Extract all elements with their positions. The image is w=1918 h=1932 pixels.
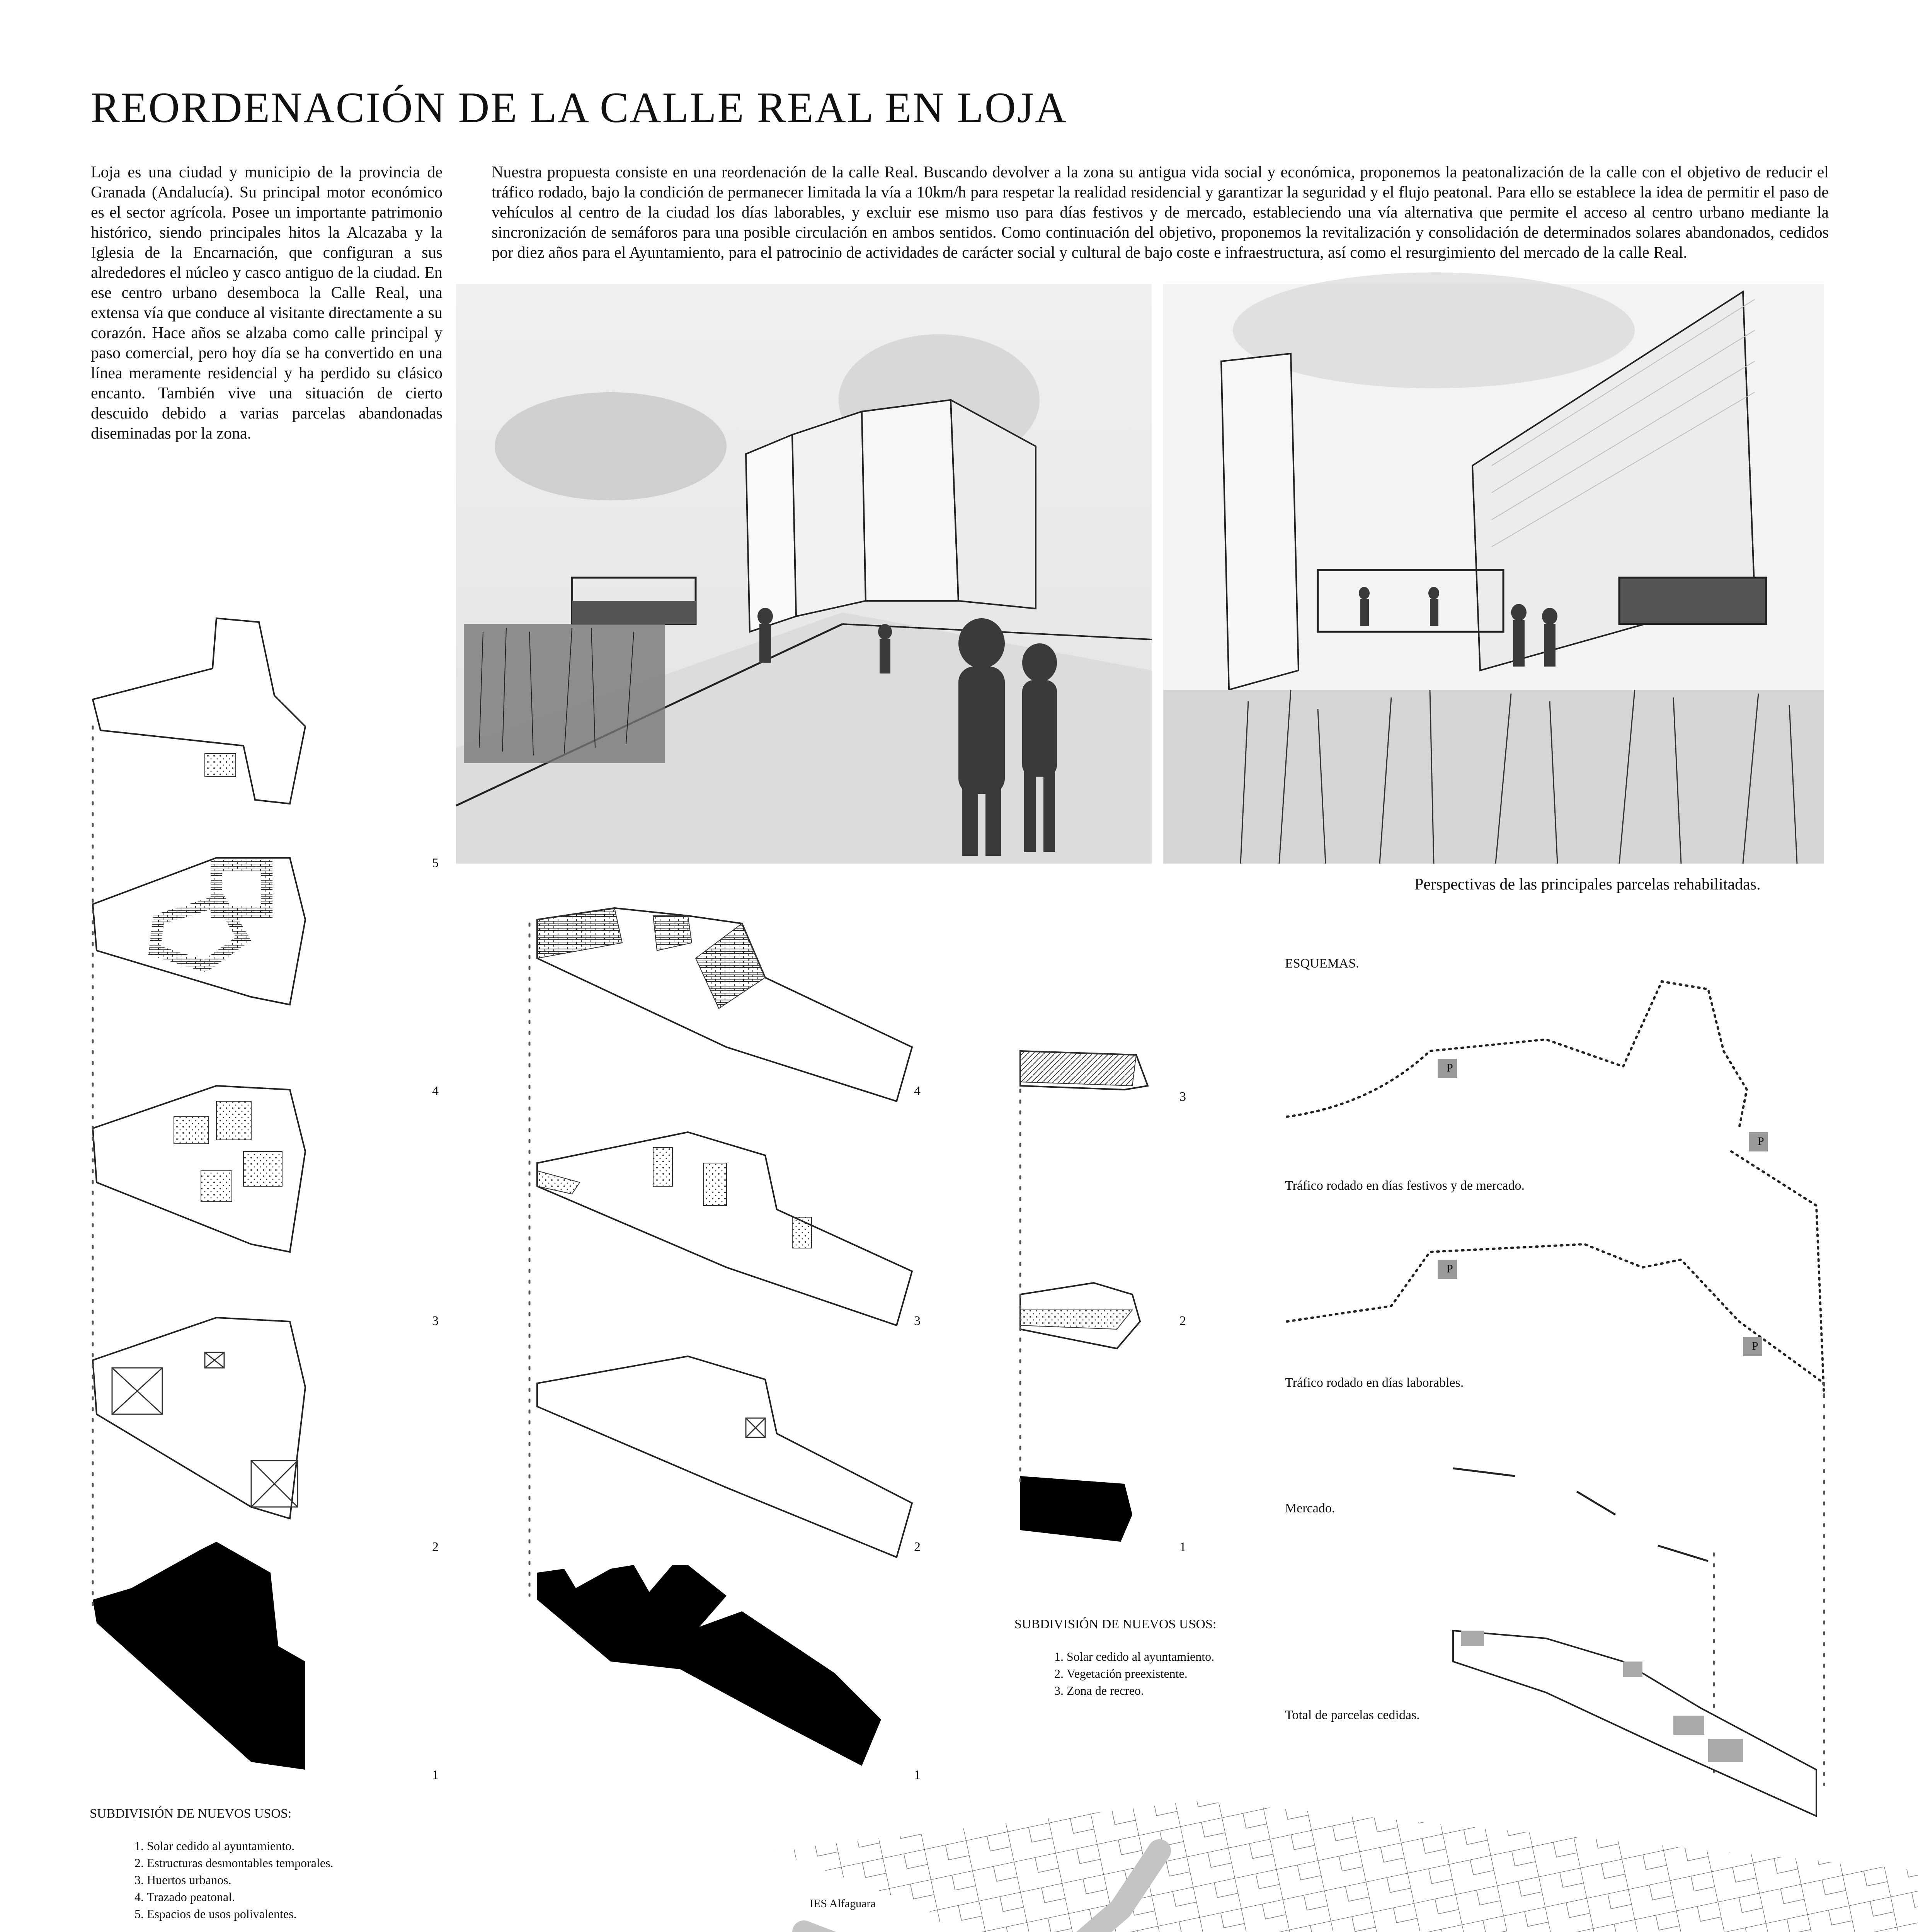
intro-right-text: Nuestra propuesta consiste en una reordenación de la calle Real. Buscando devolver a la zona su antigua vida social y económica, proponemos la peatonalización de la calle con el objetivo de reducir el tráfico rodado, bajo la condición de permanecer limitada la vía a 10km/h para respetar la realidad residencial y garantizar la seguridad y el flujo peatonal. Para ello se establece la idea de permitir el paso de vehículos al centro de la ciudad los días laborables, y excluir ese mismo uso para días festivos y de mercado, estableciendo una vía alternativa que permite el acceso al centro urbano mediante la sincronización de semáforos para una posible circulación en ambos sentidos. Como continuación del objetivo, proponemos la revitalización y consolidación de determinados solares abandonados, cedidos por diez años para el Ayuntamiento, para el patrocinio de actividades de carácter social y cultural de bajo coste e infraestructura, así como el resurgimiento del mercado de la calle Real. [492, 163, 1829, 262]
subdivision-small-list [1043, 1648, 1214, 1699]
subdivision-small-heading: SUBDIVISIÓN DE NUEVOS USOS: [1014, 1617, 1217, 1631]
diagram-b-number-1: 1 [914, 1768, 921, 1782]
esquema-parking-3: P [1447, 1262, 1453, 1275]
list-item: 1. Solar cedido al ayuntamiento. [1067, 1648, 1214, 1665]
esquema-caption-total: Total de parcelas cedidas. [1285, 1708, 1420, 1722]
diagram-a-number-3: 3 [432, 1314, 439, 1328]
esquema-caption-laborables: Tráfico rodado en días laborables. [1285, 1376, 1464, 1390]
map-label-ies: IES Alfaguara [810, 1897, 876, 1910]
esquemas-heading: ESQUEMAS. [1285, 956, 1359, 971]
esquema-parking-2: P [1758, 1135, 1764, 1148]
list-item: 5. Espacios de usos polivalentes. [147, 1905, 334, 1922]
esquema-traffic-diagrams [1275, 974, 1840, 1816]
esquema-parking-4: P [1752, 1340, 1758, 1352]
diagram-b-number-2: 2 [914, 1540, 921, 1554]
site-plan-map [0, 1793, 1918, 1932]
diagram-b-number-3: 3 [914, 1314, 921, 1328]
diagram-column-a [89, 618, 444, 1816]
diagram-c-number-1: 1 [1179, 1540, 1186, 1554]
diagram-a-number-5: 5 [432, 856, 439, 870]
diagram-b-number-4: 4 [914, 1084, 921, 1098]
diagram-a-number-1: 1 [432, 1768, 439, 1782]
page-title: REORDENACIÓN DE LA CALLE REAL EN LOJA [91, 84, 1068, 132]
list-item: 3. Huertos urbanos. [147, 1871, 334, 1888]
esquema-caption-mercado: Mercado. [1285, 1501, 1335, 1515]
intro-left-text: Loja es una ciudad y municipio de la provincia de Granada (Andalucía). Su principal motor económico es el sector agrícola. Posee un importante patrimonio histórico, siendo principales hitos la Alcazaba y la Iglesia de la Encarnación, que configuran a sus alrededores el núcleo y casco antiguo de la ciudad. En ese centro urbano desemboca la Calle Real, una extensa vía que conduce al visitante directamente a su corazón. Hace años se alzaba como calle principal y paso comercial, pero hoy día se ha convertido en una línea meramente residencial y ha perdido su clásico encanto. También vive una situación de cierto descuido debido a varias parcelas abandonadas diseminadas por la zona. [91, 163, 442, 442]
diagram-column-b [526, 900, 920, 1789]
list-item: 2. Estructuras desmontables temporales. [147, 1854, 334, 1871]
diagram-a-number-4: 4 [432, 1084, 439, 1098]
list-item: 2. Vegetación preexistente. [1067, 1665, 1214, 1682]
subdivision-large-heading: SUBDIVISIÓN DE NUEVOS USOS: [90, 1806, 292, 1821]
esquema-caption-festivos: Tráfico rodado en días festivos y de mercado. [1285, 1179, 1525, 1193]
diagram-a-number-2: 2 [432, 1540, 439, 1554]
perspective-left [456, 284, 1152, 864]
diagram-c-number-3: 3 [1179, 1090, 1186, 1104]
diagram-c-number-2: 2 [1179, 1314, 1186, 1328]
diagram-column-c [1016, 1043, 1163, 1577]
perspective-right [1163, 284, 1824, 864]
list-item: 4. Trazado peatonal. [147, 1888, 334, 1905]
list-item: 1. Solar cedido al ayuntamiento. [147, 1837, 334, 1854]
list-item: 3. Zona de recreo. [1067, 1682, 1214, 1699]
esquema-parking-1: P [1447, 1061, 1453, 1074]
perspectives-caption: Perspectivas de las principales parcelas rehabilitadas. [1414, 876, 1761, 893]
